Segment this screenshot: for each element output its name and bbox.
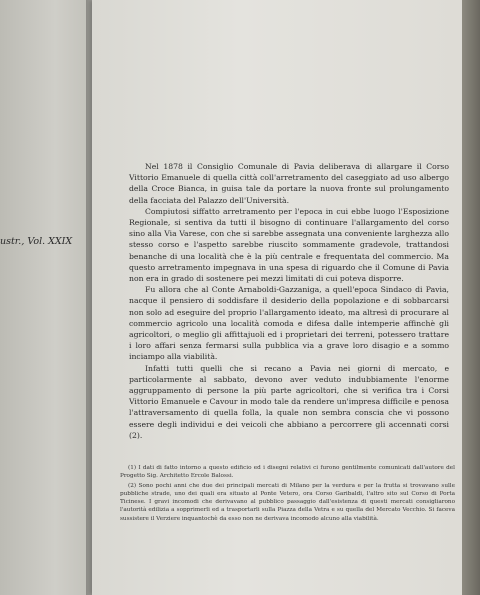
body-text <box>129 161 449 441</box>
left-page <box>0 0 92 595</box>
paragraph-1: Nel 1878 il Consiglio Comunale di Pavia deliberava di allargare il Corso Vittorio Emanuele di quella città coll'arretramento del caseggiato ad uso albergo della Croce Bianca, in guisa tale da portare la nuova fronte sul prolungamento della facciata del Palazzo dell'Università. <box>129 162 449 205</box>
footnote-1: (1) I dati di fatto intorno a questo edificio ed i disegni relativi ci furono gentilmente comunicati dall'autore del Progetto Sig. Architetto Ercole Balossi. <box>120 465 455 480</box>
paragraph-2: Compiutosi siffatto arretramento per l'epoca in cui ebbe luogo l'Esposizione Regionale, si sentiva da tutti il bisogno di continuare l'allargamento del corso sino alla Via Varese, con che si sarebbe assegnata una conveniente larghezza allo stesso corso e l'aspetto sarebbe riuscito sommamente gradevole, trattandosi benanche di una località che è la più centrale e frequentata del commercio. Ma questo arretramento impegnava in una spesa di riguardo che il Comune di Pavia non era in grado di sostenere pei mezzi limitati di cui poteva disporre. <box>129 206 449 284</box>
page-edge-shadow <box>462 0 480 595</box>
paragraph-3: Fu allora che al Conte Arnaboldi-Gazzaniga, a quell'epoca Sindaco di Pavia, nacque il pensiero di soddisfare il desiderio della popolazione e di sobbarcarsi non solo ad eseguire del proprio l'allargamento ideato, ma altresì di procurare al commercio agricolo una località comoda e difesa dalle intemperie affinchè gli agricoltori, o meglio gli affittajuoli ed i proprietari dei terreni, potessero trattare i loro affari senza fermarsi sulla pubblica via a grave loro disagio e a sommo inciampo alla viabilità. <box>129 285 449 362</box>
paragraph-4: Infatti tutti quelli che si recano a Pavia nei giorni di mercato, e particolarmente al sabbato, devono aver veduto indubbiamente l'enorme aggruppamento di persone la più parte agricoltori, che si verifica tra i Corsi Vittorio Emanuele e Cavour in modo tale da rendere un'impresa difficile e penosa l'attraversamento di quella folla, la quale non sembra conscia che vi possono essere degli individui e dei veicoli che abbiano a percorrere gli accennati corsi (2). <box>129 363 449 440</box>
footnote-2: (2) Sono pochi anni che due dei principali mercati di Milano per la verdura e per la frutta si trovavano sulle pubbliche strade, uno dei quali era situato al Ponte Vetero, ora Corso Garibaldi, l'altro sito sul Corso di Porta Ticinese. I gravi incomodi che derivavano al pubblico passaggio dall'esistenza di questi mercati consigliarono l'autorità edilizia a sopprimerli ed a trasportarli sulla Piazza della Vetra e su quella del Mercato Vecchio. Si faceva sussistere il Verziere inquantochè da esso non ne derivava incomodo alcuno alla viabilità. <box>120 483 455 522</box>
footnotes <box>120 464 455 525</box>
left-page-running-head: ustr., Vol. XXIX <box>0 236 73 247</box>
